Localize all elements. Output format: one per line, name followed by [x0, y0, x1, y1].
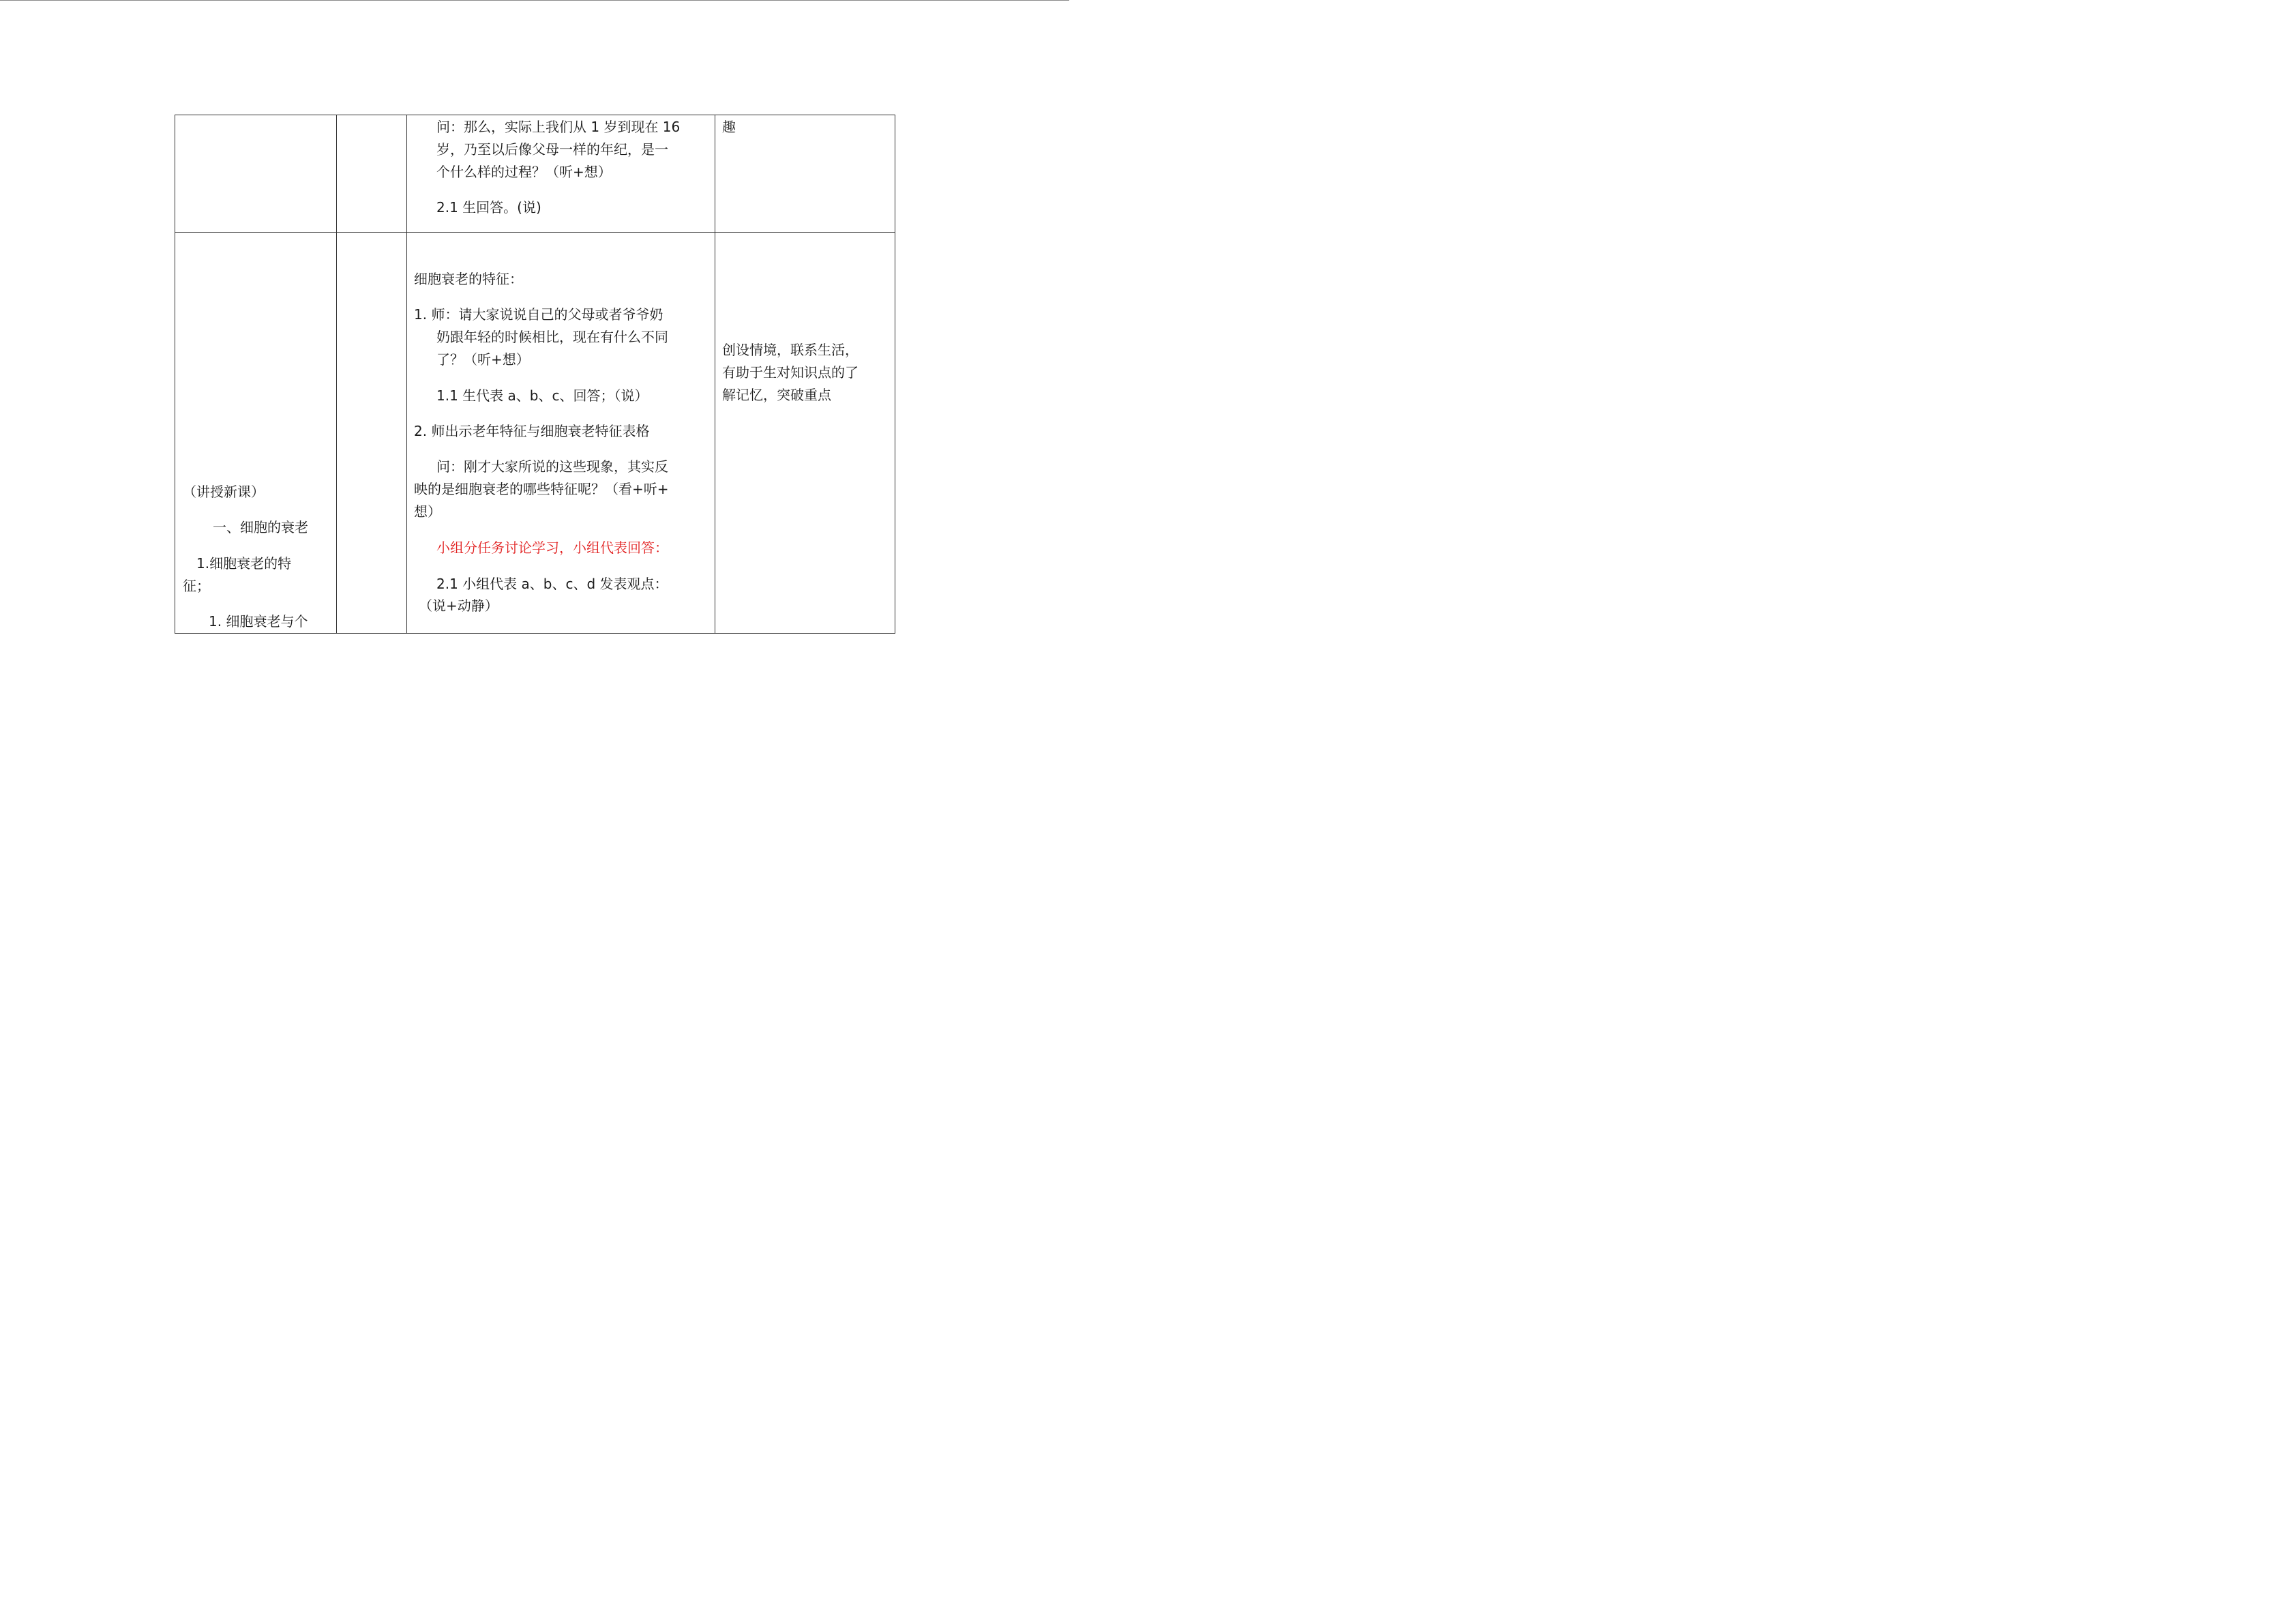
student-answer-line: 1.1 生代表 a、b、c、回答；（说） [436, 387, 648, 404]
question-line: 问：那么，实际上我们从 1 岁到现在 16 [436, 119, 681, 135]
activity-title: 细胞衰老的特征： [414, 271, 523, 287]
purpose-line: 创设情境，联系生活， [722, 342, 859, 358]
subheading-line: 征； [183, 578, 210, 594]
purpose-line: 有助于生对知识点的了 [722, 364, 859, 381]
column-divider-2 [406, 115, 407, 634]
teacher-action-line: 2. 师出示老年特征与细胞衰老特征表格 [414, 423, 650, 439]
group-answer-line: （说+动静） [419, 597, 498, 614]
subheading-truncated: 1. 细胞衰老与个 [209, 613, 308, 630]
teacher-question-line: 1. 师：请大家说说自己的父母或者爷爷奶 [414, 306, 664, 323]
subheading-line: 1.细胞衰老的特 [196, 555, 292, 572]
heading-cell-aging: 一、细胞的衰老 [213, 519, 308, 535]
column-divider-1 [336, 115, 337, 634]
purpose-text: 趣 [722, 119, 736, 135]
group-answer-line: 2.1 小组代表 a、b、c、d 发表观点： [436, 576, 668, 592]
lesson-plan-table [0, 0, 1069, 756]
row-divider [175, 232, 895, 233]
purpose-line: 解记忆，突破重点 [722, 387, 831, 403]
question-line: 映的是细胞衰老的哪些特征呢？（看+听+ [414, 481, 669, 497]
question-line: 岁，乃至以后像父母一样的年纪，是一 [436, 141, 668, 158]
section-label: （讲授新课） [183, 484, 265, 500]
table-bottom-border [175, 633, 895, 634]
teacher-question-line: 了？（听+想） [436, 351, 530, 368]
question-line: 想） [414, 503, 441, 520]
question-line: 个什么样的过程？（听+想） [436, 164, 612, 180]
answer-line: 2.1 生回答。(说) [436, 199, 541, 216]
teacher-question-line: 奶跟年轻的时候相比，现在有什么不同 [436, 329, 668, 345]
question-line: 问：刚才大家所说的这些现象，其实反 [436, 458, 668, 475]
group-task-highlight: 小组分任务讨论学习，小组代表回答： [436, 540, 668, 556]
